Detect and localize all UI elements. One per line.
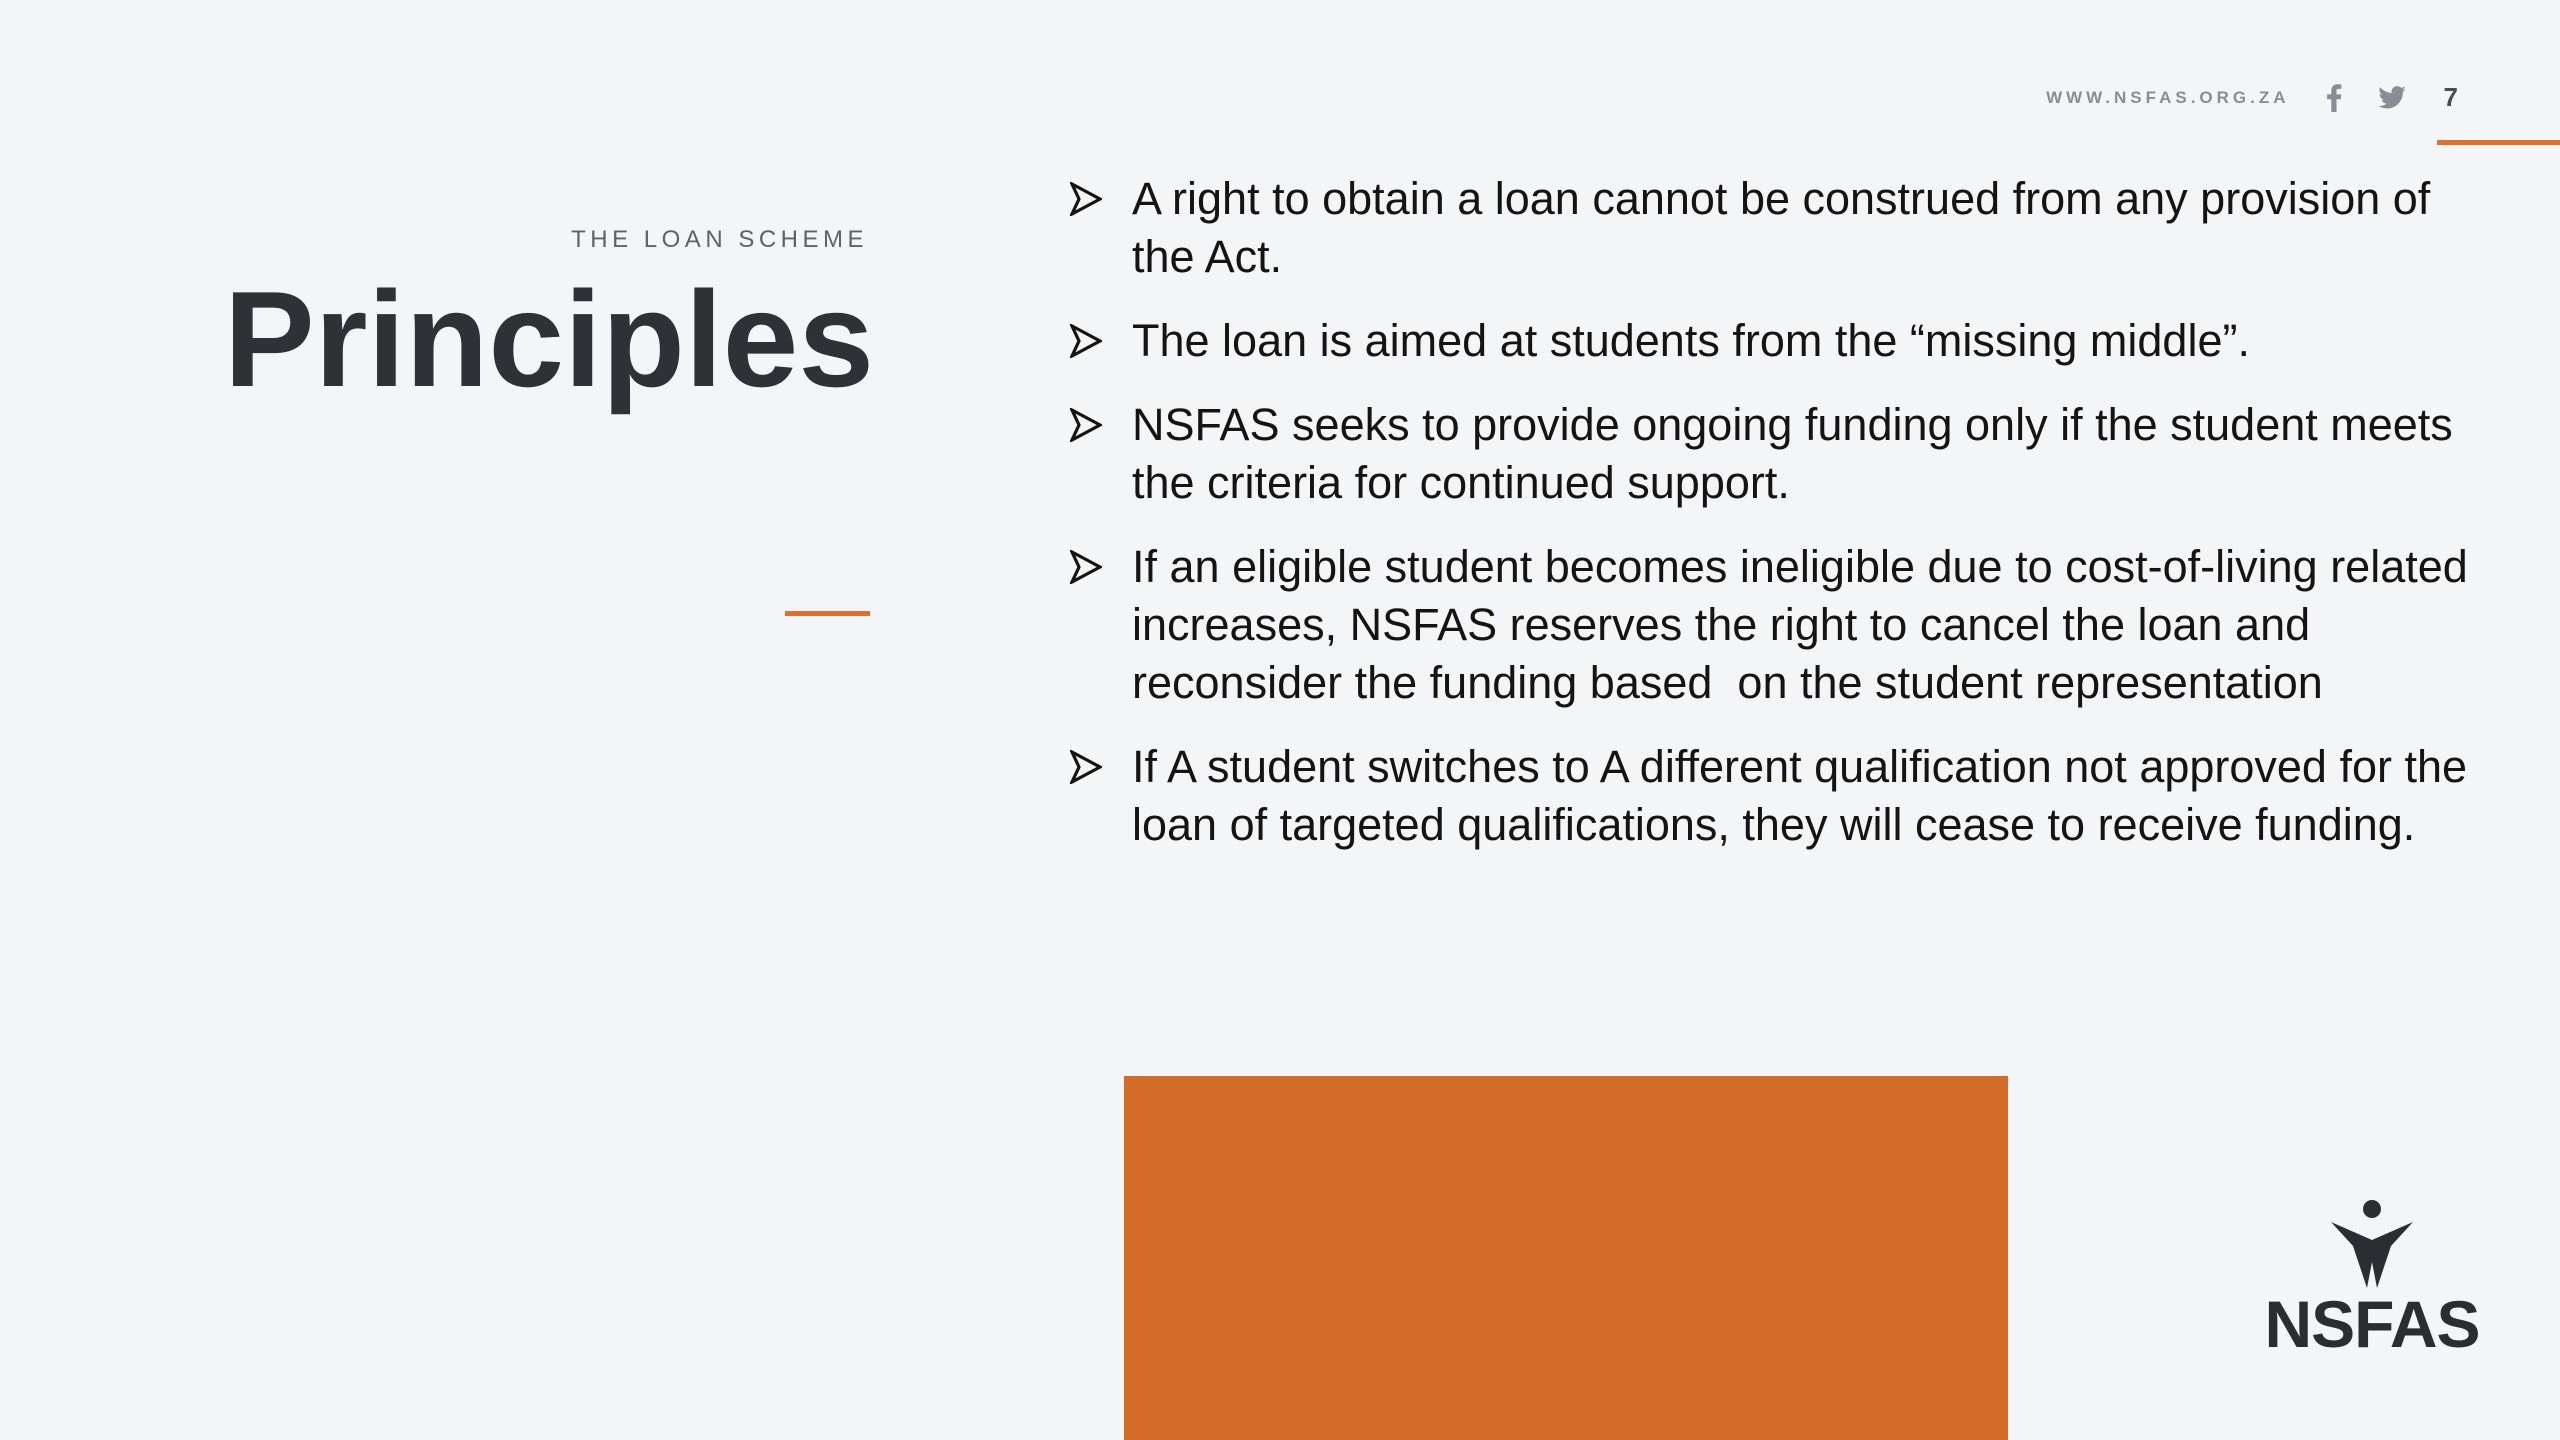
facebook-icon[interactable] [2320, 83, 2348, 113]
header-accent-line [2437, 140, 2560, 145]
title-accent-line [785, 611, 870, 616]
arrow-bullet-icon [1070, 538, 1132, 584]
bullet-text: NSFAS seeks to provide ongoing funding only if the student meets the criteria for continued support. [1132, 399, 2466, 508]
list-item [1070, 170, 2490, 286]
principles-list [1070, 170, 2490, 880]
twitter-icon[interactable] [2378, 83, 2406, 113]
slide-title: Principles [223, 263, 874, 415]
bullet-text: A right to obtain a loan cannot be construed from any provision of the Act. [1132, 173, 2443, 282]
arrow-bullet-icon [1070, 738, 1132, 784]
bullet-text: If A student switches to A different qualification not approved for the loan of targeted qualifications, they will cease to receive funding. [1132, 741, 2480, 850]
logo-text: NSFAS [2264, 1287, 2480, 1361]
bullet-text: If an eligible student becomes ineligible due to cost-of-living related increases, NSFAS reserves the right to cancel the loan and reconsider the funding based on the student representation [1132, 541, 2481, 708]
arrow-bullet-icon [1070, 312, 1132, 358]
section-label: THE LOAN SCHEME [571, 226, 868, 253]
bullet-text: The loan is aimed at students from the “missing middle”. [1132, 315, 2250, 366]
list-item [1070, 396, 2490, 512]
orange-image-placeholder [1124, 1076, 2008, 1440]
arrow-bullet-icon [1070, 170, 1132, 216]
list-item [1070, 538, 2490, 712]
nsfas-logo [2262, 1200, 2482, 1360]
list-item [1070, 738, 2490, 854]
list-item [1070, 312, 2490, 370]
slide-header [2046, 82, 2458, 113]
arrow-bullet-icon [1070, 396, 1132, 442]
person-figure-icon [2331, 1200, 2413, 1290]
page-number: 7 [2443, 82, 2458, 112]
site-url[interactable]: WWW.NSFAS.ORG.ZA [2046, 87, 2290, 107]
